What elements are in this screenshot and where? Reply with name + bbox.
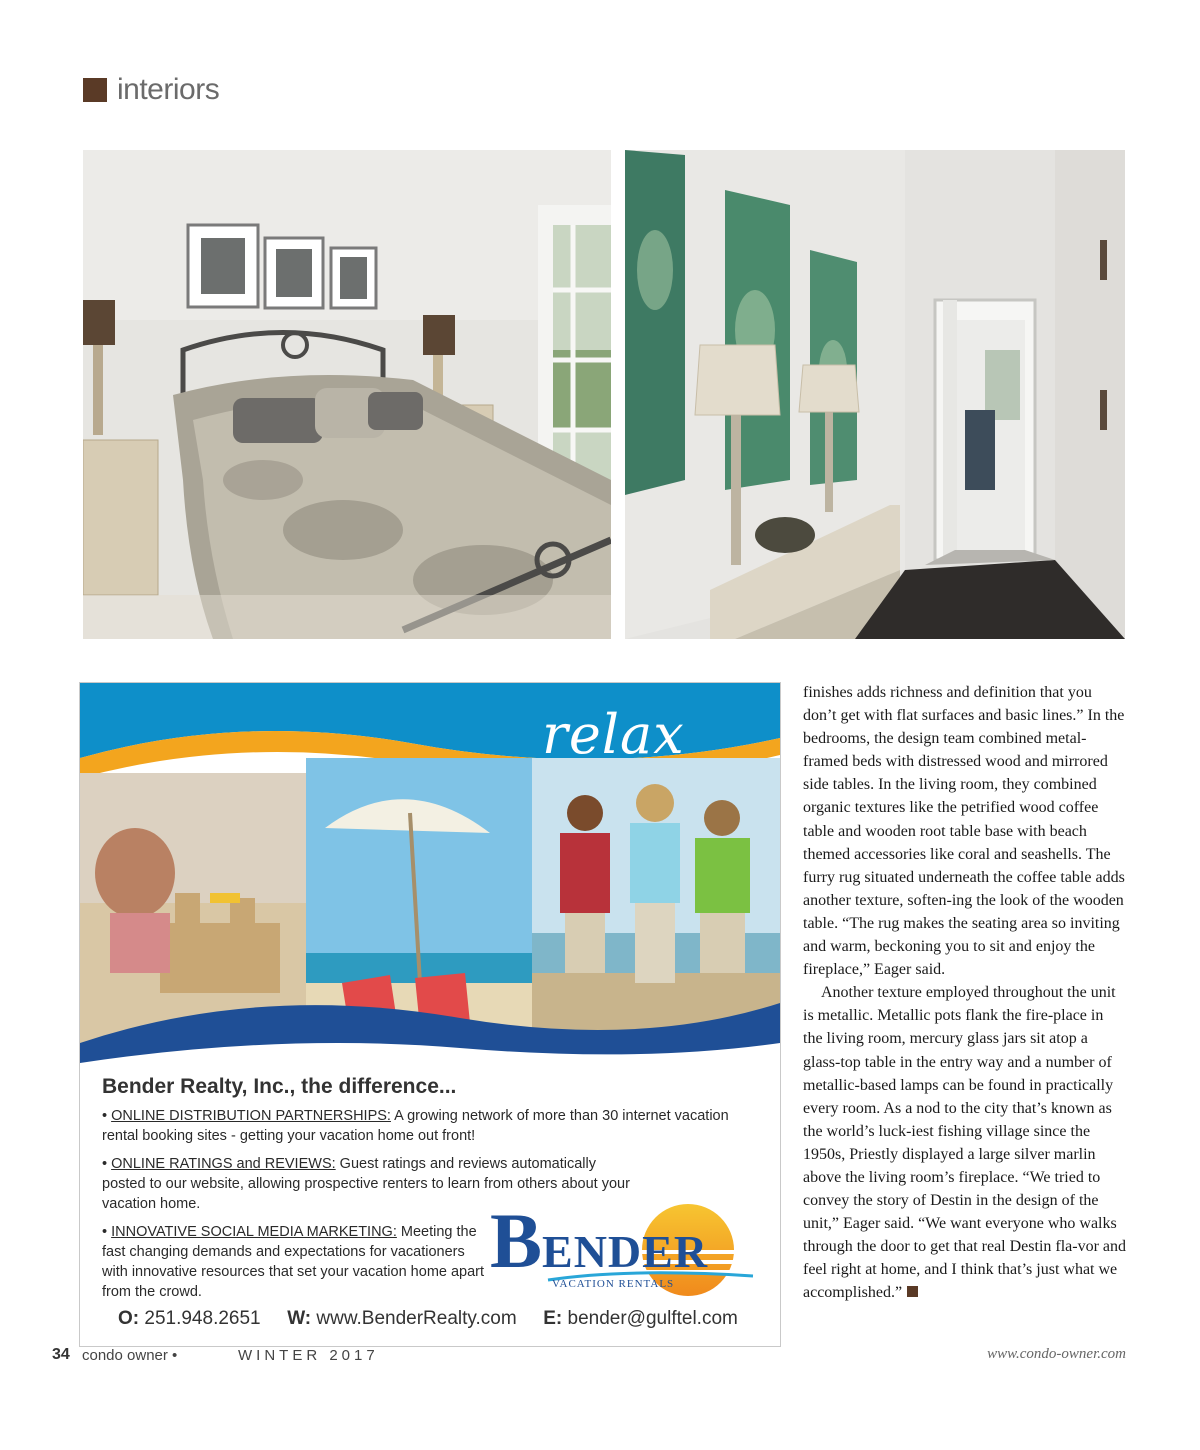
ad-artwork (80, 683, 780, 1063)
email-address: bender@gulftel.com (567, 1308, 738, 1329)
hallway-photo (625, 150, 1125, 639)
ad-bullet: • INNOVATIVE SOCIAL MEDIA MARKETING: Meeting the fast changing demands and expectations for vacationers with innovative resources that set your vacation home apart from the crowd. (102, 1224, 485, 1300)
page-footer (52, 1346, 1126, 1366)
bedroom-photo (83, 150, 611, 639)
article-paragraph: Another texture employed throughout the unit is metallic. Metallic pots flank the fire-place in the living room, mercury glass jars sit atop a glass-top table in the entry way and a number of metallic-based lamps can be found in practically every room. As a nod to the city that’s known as the world’s luck-iest fishing village since the 1950s, Priestly displayed a large silver marlin above the living room’s fireplace. “We tried to convey the story of Destin in the design of the unit,” Eager said. “We want everyone who walks through the door to get that real Destin fla-vor and feel right at home, and I think that’s just what we accomplished.” (803, 984, 1127, 1302)
ad-tagline: relax (542, 703, 685, 766)
footer-url: www.condo-owner.com (987, 1346, 1126, 1362)
ad-bullet-text: A growing network of more than 30 internet vacation rental booking sites - getting your vacation home out front! (102, 1108, 729, 1144)
web-label: W: (287, 1308, 312, 1329)
ad-bullet-text: Guest ratings and reviews automatically posted to our website, allowing prospective renters to learn from others about your vacation home. (102, 1156, 630, 1212)
article-paragraph: finishes adds richness and definition that you don’t get with flat surfaces and basic lines.” In the bedrooms, the design team combined metal-framed beds with distressed wood and mirrored side tables. In the living room, they combined organic textures like the petrified wood coffee table and wooden root table base with beach themed accessories like coral and seashells. The furry rug situated underneath the coffee table adds another texture, soften-ing the look of the wooden table. “The rug makes the seating area so inviting and warm, beckoning you to sit and enjoy the fireplace,” Eager said. (803, 684, 1125, 979)
section-marker (83, 78, 107, 102)
bender-realty-ad (79, 682, 781, 1347)
ad-bullet-lead: ONLINE RATINGS and REVIEWS: (111, 1156, 336, 1172)
article-body (803, 681, 1126, 1305)
ad-headline: Bender Realty, Inc., the difference... (102, 1075, 457, 1098)
ad-bullet-lead: ONLINE DISTRIBUTION PARTNERSHIPS: (111, 1108, 391, 1124)
ad-bullet-lead: INNOVATIVE SOCIAL MEDIA MARKETING: (111, 1224, 397, 1240)
magazine-name: condo owner • (82, 1347, 178, 1364)
bender-logo-subtitle: VACATION RENTALS (552, 1278, 675, 1290)
web-address: www.BenderRealty.com (316, 1308, 517, 1329)
section-header (83, 70, 219, 110)
page-number: 34 (52, 1346, 70, 1363)
bender-logo-word: BENDER (490, 1197, 709, 1284)
ad-bullet: • ONLINE RATINGS and REVIEWS: Guest ratings and reviews automatically posted to our website, allowing prospective renters to learn from others about your vacation home. (102, 1156, 630, 1212)
end-mark (907, 1286, 918, 1297)
ad-contact-line (118, 1308, 738, 1330)
section-title: interiors (117, 73, 220, 106)
office-phone: 251.948.2651 (144, 1308, 261, 1329)
ad-bullet-text: Meeting the fast changing demands and expectations for vacationers with innovative resources that set your vacation home apart from the crowd. (102, 1224, 485, 1300)
bender-logo (488, 1198, 758, 1298)
issue-label: WINTER 2017 (238, 1347, 379, 1364)
office-label: O: (118, 1308, 140, 1329)
ad-bullet: • ONLINE DISTRIBUTION PARTNERSHIPS: A growing network of more than 30 internet vacation rental booking sites - getting your vacation home out front! (102, 1108, 729, 1144)
email-label: E: (543, 1308, 563, 1329)
